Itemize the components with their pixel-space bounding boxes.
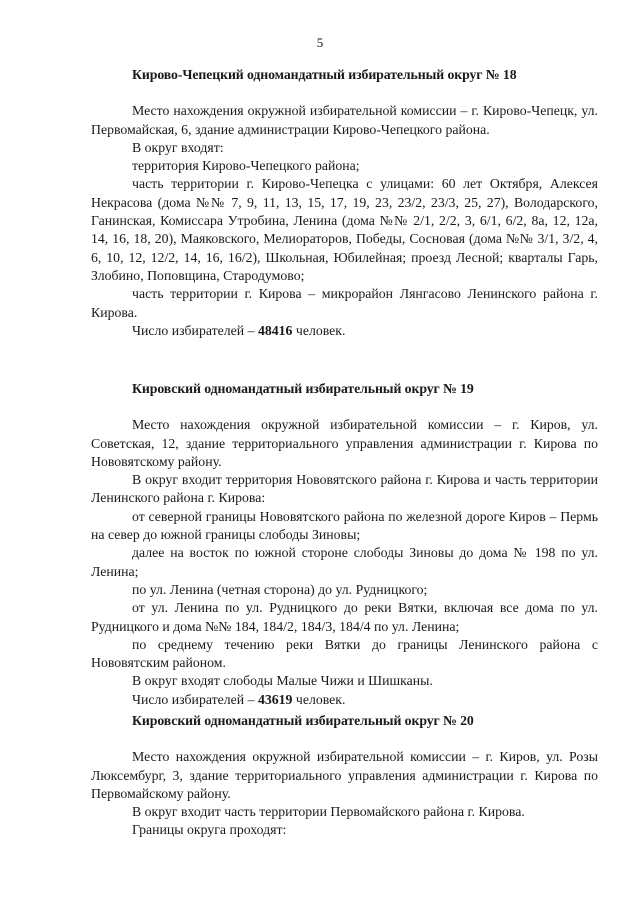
- paragraph: часть территории г. Кирово-Чепецка с улицами: 60 лет Октября, Алексея Некрасова (дома №№ 7, 9, 11, 13, 15, 17, 19, 23, 23/2, 23/3, 25, 27), Володарского, Ганинская, Комиссара Утробина, Ленина (дома №№ 2/1, 2/2, 3, 6/1, 6/2, 8а, 12, 12а, 14, 16, 18, 20), Маяковского, Мелиораторов, Победы, Сосновая (дома №№ 3/1, 3/2, 4, 6, 10, 12, 12/2, 14, 16, 16/2), Школьная, Юбилейная; проезд Лесной; кварталы Гарь, Злобино, Поповщина, Стародумово;: [91, 176, 598, 283]
- voters-suffix: человек.: [292, 322, 346, 338]
- paragraph: от северной границы Нововятского района по железной дороге Киров – Пермь на север до южной границы слободы Зиновы;: [91, 508, 598, 543]
- paragraph: Место нахождения окружной избирательной комиссии – г. Киров, ул. Советская, 12, здание территориального управления администрации г. Кирова по Нововятскому району.: [91, 417, 598, 469]
- voters-count: 48416: [257, 322, 293, 338]
- section-district-20: [91, 712, 598, 840]
- paragraph: далее на восток по южной стороне слободы Зиновы до дома № 198 по ул. Ленина;: [91, 545, 598, 579]
- paragraph: В округ входят слободы Малые Чижи и Шишканы.: [132, 673, 433, 689]
- voters-prefix: Число избирателей –: [132, 691, 258, 707]
- voters-line: [91, 322, 598, 340]
- section-heading: Кировский одномандатный избирательный округ № 19: [132, 381, 474, 396]
- page-number: 5: [316, 35, 324, 50]
- voters-count: 43619: [257, 691, 293, 707]
- paragraph: Границы округа проходят:: [132, 822, 287, 838]
- paragraph: по среднему течению реки Вятки до границы Ленинского района с Нововятским районом.: [91, 636, 598, 671]
- paragraph: часть территории г. Кирова – микрорайон Лянгасово Ленинского района г. Кирова.: [91, 286, 598, 320]
- section-district-19: [91, 380, 598, 709]
- paragraph: территория Кирово-Чепецкого района;: [132, 158, 360, 174]
- section-heading: Кировский одномандатный избирательный округ № 20: [132, 713, 474, 728]
- paragraph: по ул. Ленина (четная сторона) до ул. Рудницкого;: [132, 581, 428, 597]
- voters-prefix: Число избирателей –: [132, 322, 258, 338]
- voters-line: [91, 691, 598, 709]
- section-heading: Кирово-Чепецкий одномандатный избирательный округ № 18: [132, 67, 517, 82]
- voters-suffix: человек.: [292, 691, 346, 707]
- paragraph: Место нахождения окружной избирательной комиссии – г. Кирово-Чепецк, ул. Первомайская, 6, здание администрации Кирово-Чепецкого района.: [91, 103, 598, 137]
- section-district-18: [91, 66, 598, 340]
- paragraph: В округ входит часть территории Первомайского района г. Кирова.: [132, 804, 525, 820]
- paragraph: В округ входит территория Нововятского района г. Кирова и часть территории Ленинского района г. Кирова:: [91, 472, 598, 506]
- paragraph: В округ входят:: [132, 139, 224, 155]
- paragraph: от ул. Ленина по ул. Рудницкого до реки Вятки, включая все дома по ул. Рудницкого и дома №№ 184, 184/2, 184/3, 184/4 по ул. Ленина;: [91, 600, 598, 634]
- paragraph: Место нахождения окружной избирательной комиссии – г. Киров, ул. Розы Люксембург, 3, здание территориального управления администрации г. Кирова по Первомайскому району.: [91, 749, 598, 801]
